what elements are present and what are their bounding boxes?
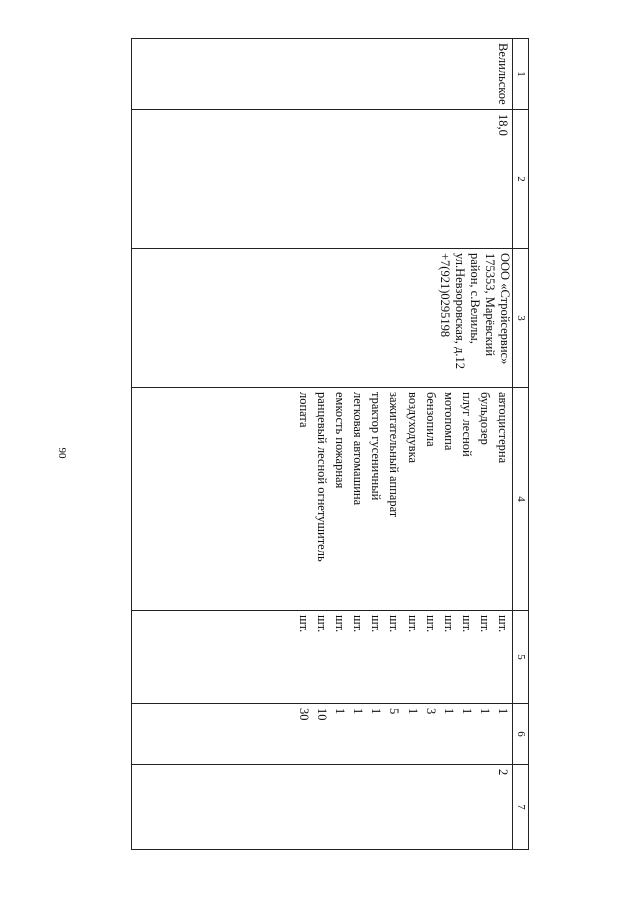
equipment-name-cell: [132, 388, 513, 611]
equipment-name: плуг лесной: [459, 392, 474, 457]
unit: шт.: [477, 615, 492, 633]
column7-value: 2: [496, 769, 510, 776]
organization-cell: [132, 249, 513, 388]
unit: шт.: [459, 615, 474, 633]
unit: шт.: [387, 615, 402, 633]
unit-cell: [132, 611, 513, 704]
column-number: 5: [513, 611, 529, 704]
organization-address: 175353, Марёвский район, с.Велилы, ул.Невзоровская, д.12: [453, 253, 497, 369]
unit: шт.: [296, 615, 311, 633]
column-number: 3: [513, 249, 529, 388]
column-number-row: [513, 39, 529, 850]
equipment-name: лопата: [296, 392, 311, 428]
equipment-table: [131, 38, 529, 850]
unit: шт.: [315, 615, 330, 633]
area-cell: [132, 110, 513, 249]
unit: шт.: [405, 615, 420, 633]
column7-cell: [132, 765, 513, 850]
equipment-name: легковая автомашина: [351, 392, 366, 506]
unit: шт.: [423, 615, 438, 633]
column-number: 2: [513, 110, 529, 249]
equipment-name: бульдозер: [477, 392, 492, 445]
quantity-cell: [132, 704, 513, 765]
quantity: 1: [441, 708, 456, 715]
equipment-name: ранцевый лесной огнетушитель: [315, 392, 330, 562]
equipment-name: зажигательный аппарат: [387, 392, 402, 518]
equipment-name: мотопомпа: [441, 392, 456, 451]
column-number: 6: [513, 704, 529, 765]
column-number: 1: [513, 39, 529, 110]
equipment-name: воздуходувка: [405, 392, 420, 463]
settlement-cell: [132, 39, 513, 110]
equipment-name: бензопила: [423, 392, 438, 447]
document-table-area: [105, 38, 529, 842]
settlement-name: Велильское: [496, 43, 510, 105]
quantity: 1: [405, 708, 420, 715]
quantity: 1: [496, 708, 510, 715]
page-number: 90: [56, 447, 68, 459]
quantity: 1: [369, 708, 384, 715]
column-number: 4: [513, 388, 529, 611]
quantity: 3: [423, 708, 438, 715]
unit: шт.: [351, 615, 366, 633]
quantity: 1: [351, 708, 366, 715]
quantity: 1: [477, 708, 492, 715]
organization-phone: +7(921)0295198: [438, 253, 452, 338]
column-number: 7: [513, 765, 529, 850]
organization-name: ООО «Стройсервис»: [498, 253, 512, 365]
quantity: 1: [333, 708, 348, 715]
equipment-name: автоцистерна: [496, 392, 510, 464]
table-row: [132, 39, 513, 850]
quantity: 5: [387, 708, 402, 715]
quantity: 1: [459, 708, 474, 715]
unit: шт.: [369, 615, 384, 633]
area-value: 18,0: [496, 114, 510, 136]
unit: шт.: [333, 615, 348, 633]
equipment-name: трактор гусеничный: [369, 392, 384, 501]
quantity: 30: [296, 708, 311, 721]
quantity: 10: [315, 708, 330, 721]
unit: шт.: [441, 615, 456, 633]
unit: шт.: [496, 615, 510, 633]
equipment-name: емкость пожарная: [333, 392, 348, 489]
